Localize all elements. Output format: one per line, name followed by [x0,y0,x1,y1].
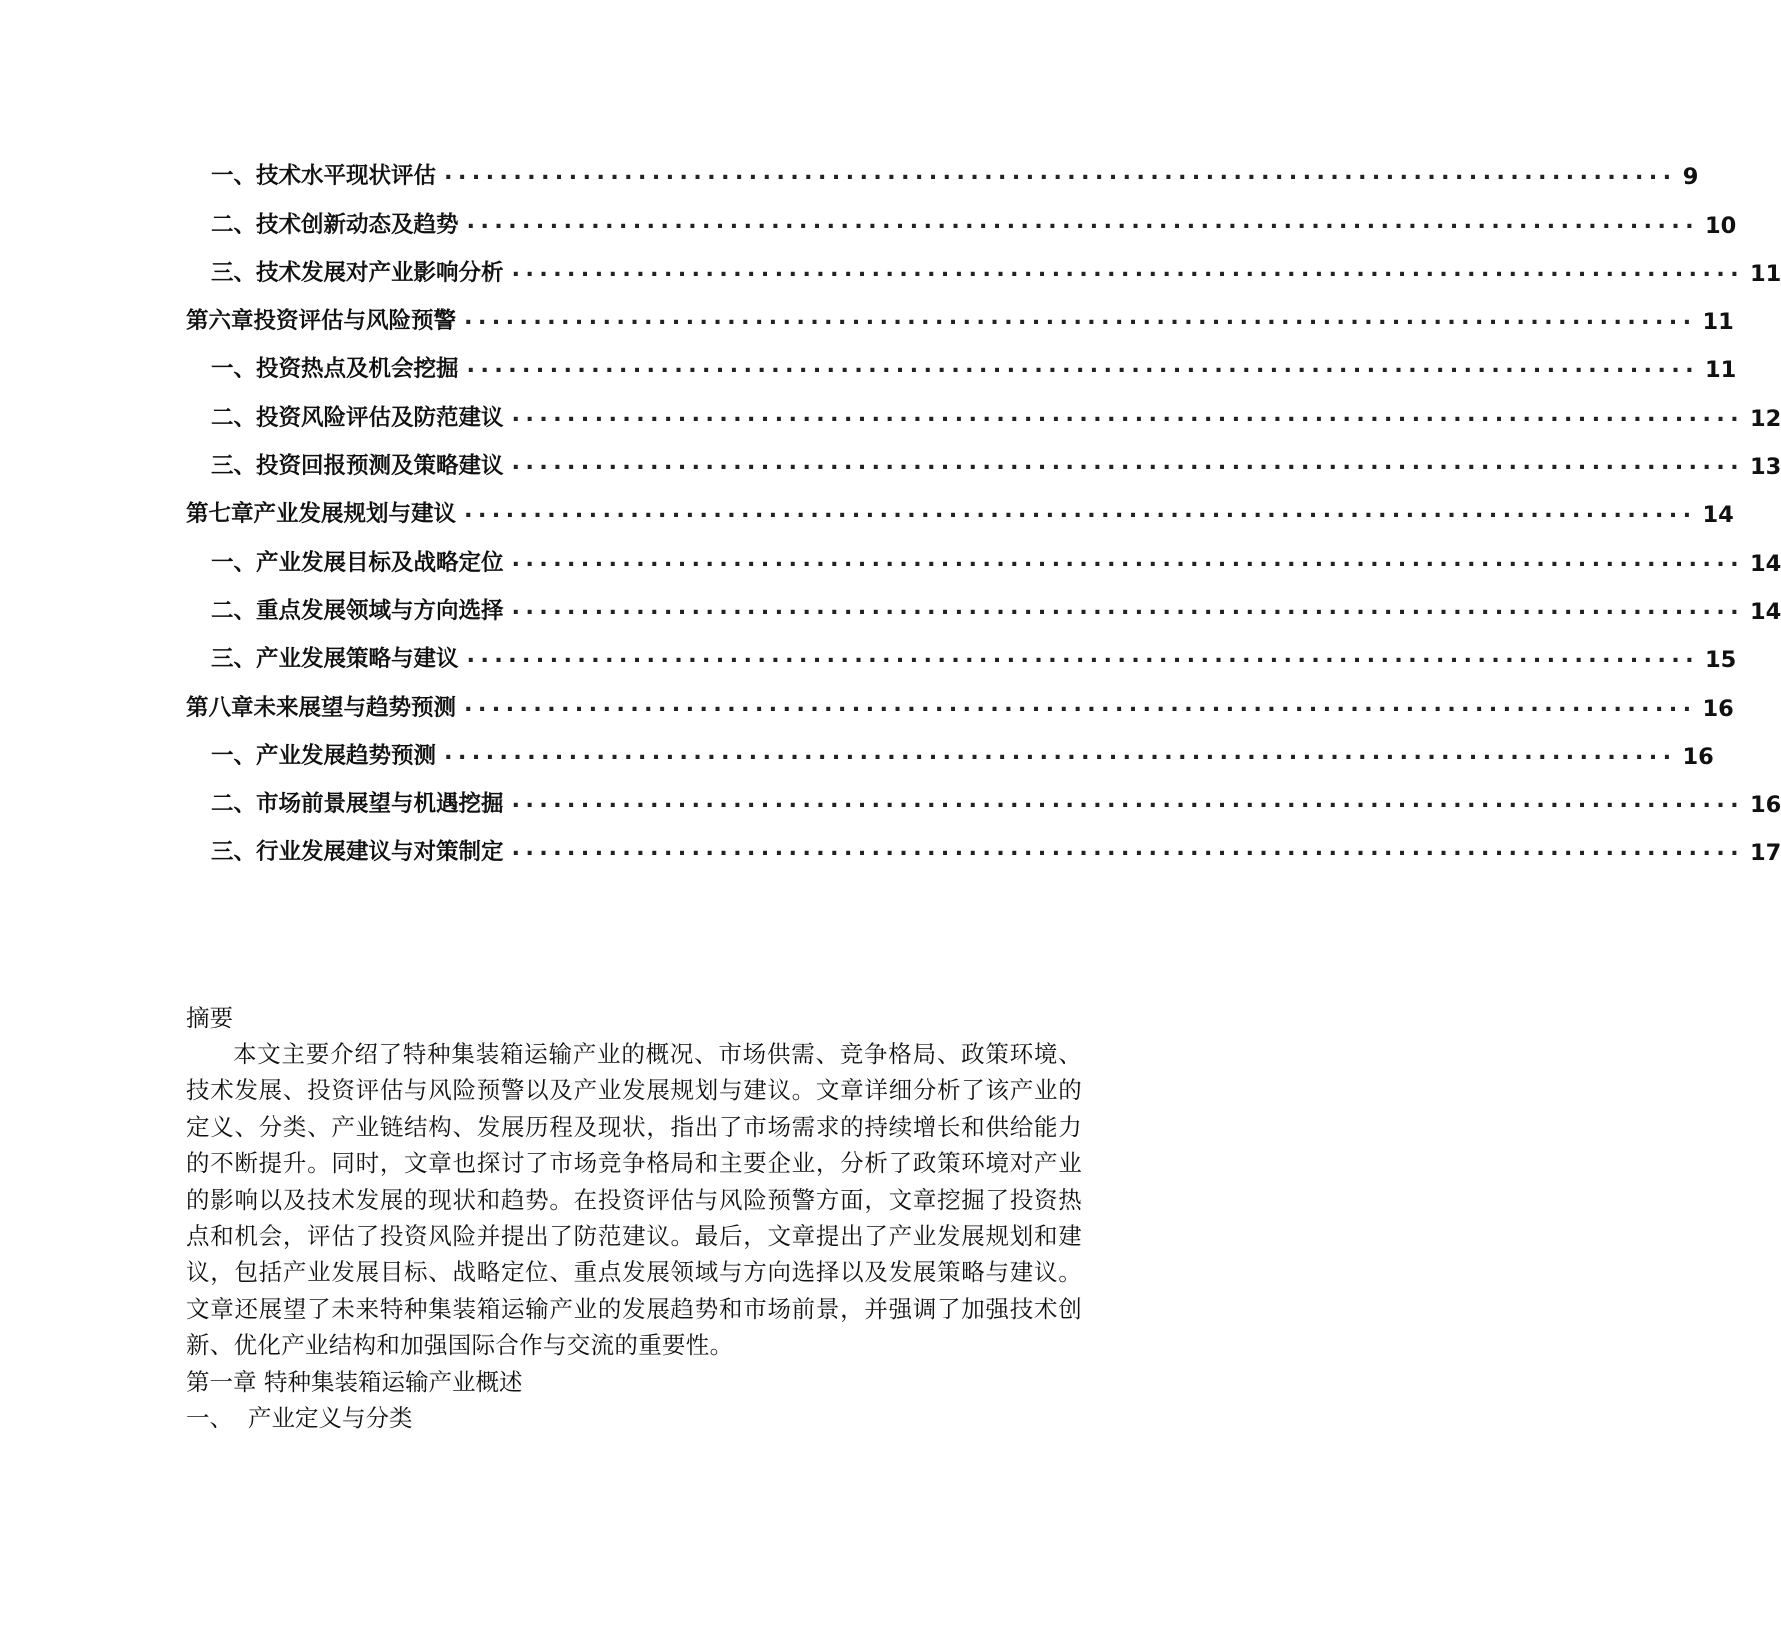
toc-entry-page: 14 [1702,502,1734,529]
toc-chapter-entry[interactable] [186,480,1734,529]
toc-entry-title: 行业发展建议与对策制定 [256,839,504,866]
section-heading [186,1400,1082,1436]
toc-entry-number: 三、 [211,839,257,866]
toc-entry-number: 二、 [211,211,257,238]
chapter-heading: 第一章 特种集装箱运输产业概述 [186,1367,523,1396]
toc-entry[interactable] [186,239,1781,287]
toc-leader-dots: ......................................................................................... [511,787,1744,814]
toc-entry-page: 13 [1749,454,1781,481]
toc-entry-page: 11 [1704,357,1737,384]
toc-entry-number: 第八章 [186,694,254,721]
toc-entry-number: 三、 [211,646,257,673]
toc-entry[interactable] [186,818,1781,867]
toc-chapter-entry[interactable] [186,287,1734,336]
toc-entry-number: 一、 [211,356,257,383]
toc-entry-title: 产业发展规划与建议 [253,501,457,528]
toc-entry-page: 10 [1704,212,1737,239]
table-of-contents [186,142,1781,867]
toc-leader-dots: ......................................................................................... [511,545,1744,572]
toc-entry-title: 技术创新动态及趋势 [256,211,459,238]
toc-entry[interactable] [186,625,1737,674]
toc-entry-number: 三、 [211,259,257,286]
toc-entry-page: 17 [1749,840,1781,867]
toc-entry-title: 产业发展策略与建议 [256,646,459,673]
toc-entry-page: 11 [1702,309,1734,336]
toc-leader-dots: ......................................................................................... [466,352,1699,379]
toc-entry-number: 一、 [211,742,257,769]
toc-entry[interactable] [186,432,1781,481]
toc-leader-dots: ......................................................................................... [464,304,1697,331]
toc-entry[interactable] [186,335,1737,384]
toc-entry-title: 技术水平现状评估 [256,163,437,190]
toc-entry-page: 14 [1749,550,1781,577]
toc-entry[interactable] [186,383,1781,432]
toc-entry-title: 技术发展对产业影响分析 [256,259,504,286]
toc-entry[interactable] [186,190,1737,239]
toc-entry-title: 重点发展领域与方向选择 [256,597,504,624]
toc-entry-title: 投资风险评估及防范建议 [256,404,504,431]
toc-entry-number: 二、 [211,597,257,624]
toc-entry-page: 11 [1749,260,1781,287]
toc-leader-dots: ......................................................................................... [444,738,1677,765]
toc-entry-number: 第六章 [186,308,254,335]
toc-chapter-entry[interactable] [186,673,1734,722]
toc-leader-dots: ......................................................................................... [511,835,1744,862]
toc-entry-title: 投资热点及机会挖掘 [256,356,459,383]
summary-heading: 摘要 [186,1004,233,1032]
toc-entry-page: 9 [1682,164,1699,191]
toc-entry-title: 产业发展趋势预测 [256,742,437,769]
toc-entry[interactable] [186,142,1699,191]
toc-leader-dots: ......................................................................................... [444,159,1677,186]
toc-leader-dots: ......................................................................................... [511,593,1744,620]
toc-leader-dots: ......................................................................................... [511,400,1744,427]
toc-entry-page: 16 [1682,743,1714,770]
toc-entry[interactable] [186,577,1781,625]
toc-entry-title: 投资评估与风险预警 [253,308,457,335]
toc-leader-dots: ......................................................................................... [464,497,1697,524]
toc-entry-page: 12 [1749,405,1781,432]
toc-entry-page: 16 [1702,695,1734,722]
toc-entry[interactable] [186,722,1714,770]
toc-leader-dots: ......................................................................................... [511,449,1744,476]
toc-leader-dots: ......................................................................................... [466,207,1699,234]
toc-entry-number: 一、 [211,163,257,190]
toc-entry-title: 未来展望与趋势预测 [253,694,457,721]
toc-leader-dots: ......................................................................................... [466,642,1699,669]
toc-entry-number: 二、 [211,791,257,818]
section-number: 一、 [186,1404,233,1433]
section-title: 产业定义与分类 [248,1404,413,1433]
toc-entry-number: 一、 [211,549,257,576]
toc-entry-title: 产业发展目标及战略定位 [256,549,504,576]
toc-entry-title: 市场前景展望与机遇挖掘 [256,791,504,818]
toc-leader-dots: ......................................................................................... [464,690,1697,717]
toc-entry[interactable] [186,770,1781,819]
toc-entry[interactable] [186,528,1781,577]
toc-entry-page: 15 [1704,647,1737,674]
summary-body: 本文主要介绍了特种集装箱运输产业的概况、市场供需、竞争格局、政策环境、技术发展、投资评估与风险预警以及产业发展规划与建议。文章详细分析了该产业的定义、分类、产业链结构、发展历程及现状，指出了市场需求的持续增长和供给能力的不断提升。同时，文章也探讨了市场竞争格局和主要企业，分析了政策环境对产业的影响以及技术发展的现状和趋势。在投资评估与风险预警方面，文章挖掘了投资热点和机会，评估了投资风险并提出了防范建议。最后，文章提出了产业发展规划和建议，包括产业发展目标、战略定位、重点发展领域与方向选择以及发展策略与建议。文章还展望了未来特种集装箱运输产业的发展趋势和市场前景，并强调了加强技术创新、优化产业结构和加强国际合作与交流的重要性。 [186,1040,1082,1360]
toc-entry-number: 第七章 [186,501,254,528]
toc-entry-page: 16 [1749,792,1781,819]
toc-leader-dots: ......................................................................................... [511,255,1744,282]
toc-entry-number: 三、 [211,453,257,480]
toc-entry-title: 投资回报预测及策略建议 [256,453,504,480]
toc-entry-number: 二、 [211,404,257,431]
toc-entry-page: 14 [1749,598,1781,625]
summary-section [186,1000,1082,1436]
